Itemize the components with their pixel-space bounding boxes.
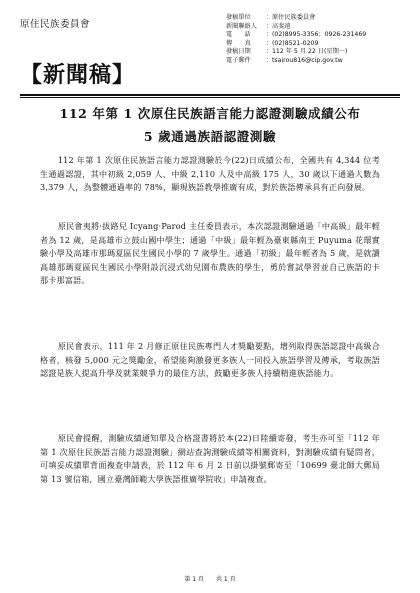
headline: 112 年第 1 次原住民族語言能力認證測驗成績公布: [59, 106, 361, 121]
meta-row: 電 話 ： (02)8995-3356；0926-231469: [226, 31, 367, 39]
meta-row: 發稿單位 ： 原住民族委員會: [226, 14, 316, 21]
subheadline: 5 歲通過族語認證測驗: [143, 129, 277, 144]
meta-row: 傳 真 ： (02)8521-0209: [226, 39, 319, 47]
meta-label: 發稿單位: [226, 14, 251, 21]
meta-label: 電子郵件: [226, 56, 251, 64]
paragraph-youngest: 原民會夷將·拔路兒 Icyang·Parod 主任委員表示，本次認證測驗通過「中高級」最年輕者為 12 歲，是高雄市立鼓山國中學生；通過「中級」最年輕為臺東縣南王 Puyuma 花環實驗小學及高雄市那瑪夏區民生國民小學的 7 歲學生。通過「初級」最年輕者為 5 歲，是就讀高雄那瑪夏區民生國民小學附設沉浸式幼兒園布農族的學生，勇於嘗試學習並自己族語的卡那卡那富語。: [40, 221, 380, 286]
meta-row: 電子郵件 ： tsairou816@cip.gov.tw: [226, 56, 343, 64]
meta-label: 電 話: [226, 31, 251, 39]
meta-label: 傳 真: [226, 39, 251, 47]
meta-value: 112 年 5 月 22 日(星期一): [272, 48, 348, 56]
page-number: 第 1 頁 共 1 頁: [184, 576, 236, 583]
meta-value: 高斐遠: [272, 22, 291, 30]
meta-value: (02)8995-3356；0926-231469: [272, 31, 367, 39]
contact-info: [226, 14, 406, 66]
meta-label: 新聞聯絡人: [226, 22, 257, 30]
header-divider: [20, 94, 400, 96]
meta-row: 發稿日期 ： 112 年 5 月 22 日(星期一): [226, 48, 348, 56]
email-link[interactable]: tsairou816@cip.gov.tw: [272, 56, 343, 64]
header-divider-thin: [20, 97, 400, 98]
org-name: 原住民族委員會: [20, 19, 91, 30]
meta-row: 新聞聯絡人 ： 高斐遠: [226, 22, 291, 30]
press-release-label: 【新聞稿】: [20, 63, 136, 88]
paragraph-reminder: 原民會提醒，測驗成績通知單及合格證書將於本(22)日陸續寄發，考生亦可至「112 年第 1 次原住民族語言能力認證測驗」網站查詢測驗成績等相關資料，對測驗成績有疑問者，可填妥成績單背面複查申請表，於 112 年 6 月 2 日前以掛號郵寄至「10699 臺北師大郵局第 13 號信箱，國立臺灣師範大學族語推廣學院收」申請複查。: [40, 433, 380, 484]
meta-value: (02)8521-0209: [272, 39, 319, 47]
meta-value: 原住民族委員會: [272, 14, 316, 21]
meta-label: 發稿日期: [226, 48, 251, 56]
paragraph-results: 112 年第 1 次原住民族語言能力認證測驗於今(22)日成績公布，全國共有 4,344 位考生通過認證，其中初級 2,059 人、中級 2,110 人及中高級 175 人，30 歲以下通過人數為 3,379 人，為整體通過率的 78%，顯現族語教學推廣有成，對於族語傳承具有正向發展。: [40, 155, 380, 193]
paragraph-award: 原民會表示，111 年 2 月修正原住民族專門人才獎勵要點，增列取得族語認證中高級合格者，核發 5,000 元之獎勵金，希望能夠激發更多族人一同投入族語學習及傳承，考取族語認證是族人提高升學及就業競爭力的最佳方法，鼓勵更多族人持續精進族語能力。: [40, 341, 380, 379]
